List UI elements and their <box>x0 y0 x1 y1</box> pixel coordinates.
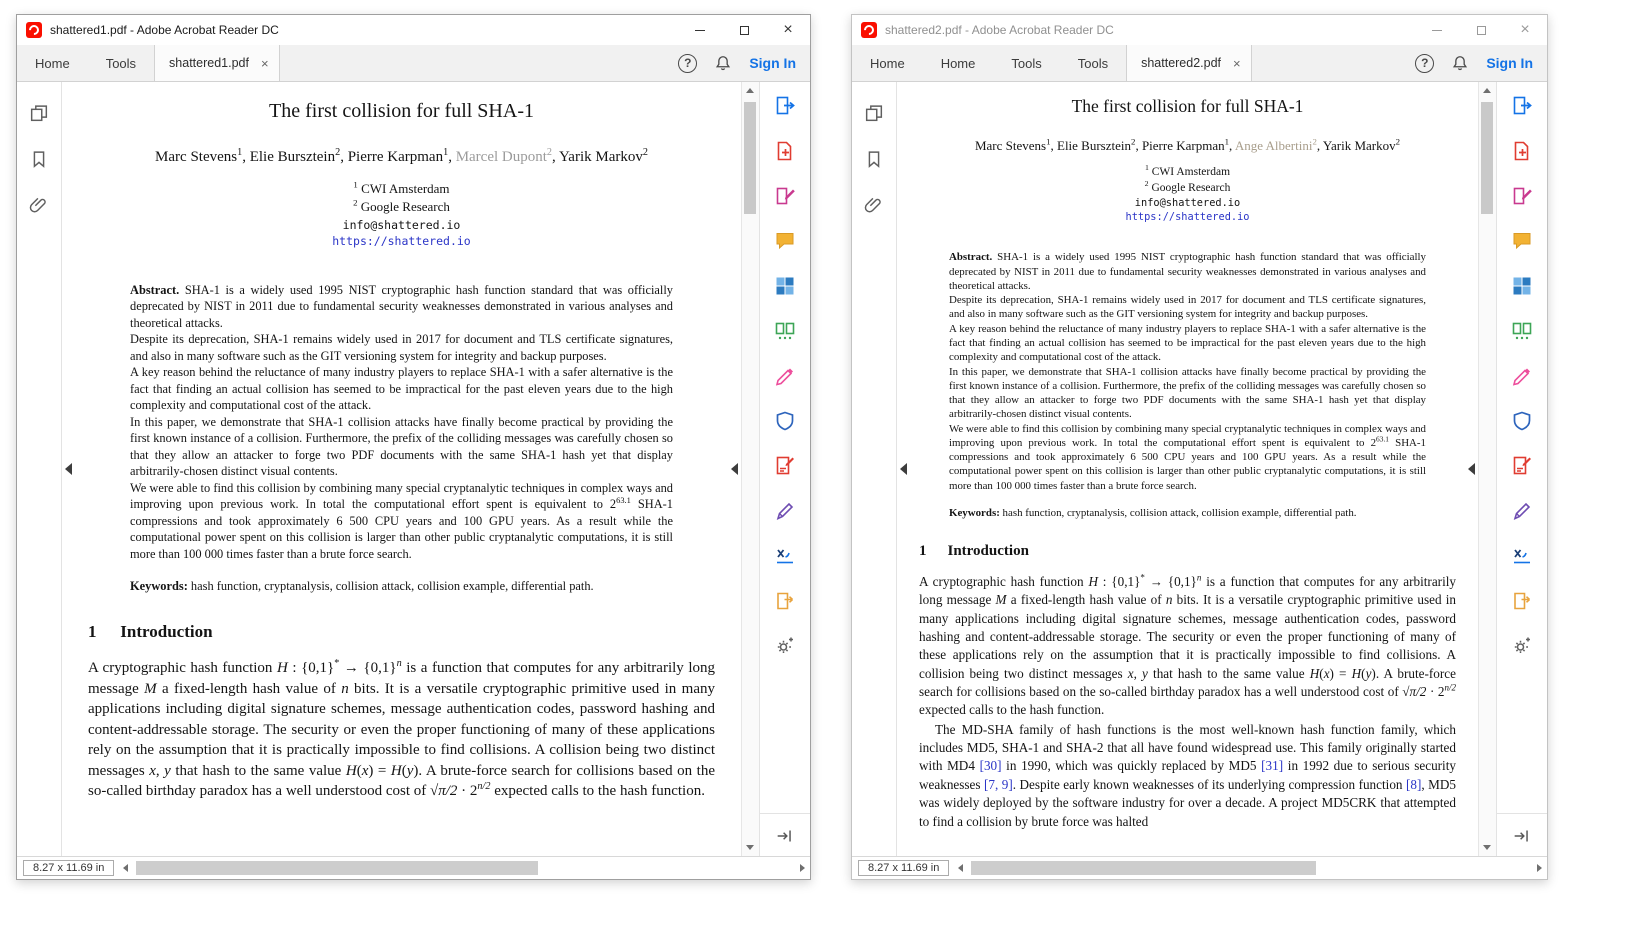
tab-tools-2[interactable]: Tools <box>1077 55 1109 71</box>
send-for-signature-icon[interactable] <box>1508 542 1536 570</box>
acrobat-app-icon <box>26 22 42 38</box>
send-for-signature-icon[interactable] <box>771 542 799 570</box>
create-pdf-icon[interactable] <box>771 137 799 165</box>
abstract-paragraph-4: In this paper, we demonstrate that SHA-1 collision attacks have finally become practical by providing the first known instance of a collision. Furthermore, the prefix of the colliding messages was carefully chosen so that they allow an attacker to forge two PDF documents with the same SHA-1 hash yet that display arbitrarily-chosen distinct visual contents. <box>949 365 1426 421</box>
abstract-paragraph-5: We were able to find this collision by combining many special cryptanalytic techniques in complex ways and improving upon previous work. In total the computational effort spent is equivalent to $2^{63.1}$ SHA-1 compressions and took approximately 6 500 CPU years and 100 GPU years. As a result while the computational power spent on this collision is larger than other public cryptanalytic computations, it is still more than 100 000 times faster than a brute force search. <box>949 422 1426 492</box>
expand-tools-pane-icon[interactable] <box>771 822 799 850</box>
maximize-icon <box>1477 26 1486 35</box>
bookmarks-icon[interactable] <box>863 148 885 170</box>
intro-paragraph-1: A cryptographic hash function H : $\{0,1\}^* \to \{0,1\}^n$ is a function that computes for any arbitrarily long message M a fixed-length hash value of n bits. It is a versatile cryptographic primitive used in many applications including digital signature schemes, message authentication codes, password hashing and content-addressable storage. The security or even the proper functioning of many of these applications rely on the assumption that it is practically impossible to find collisions. A collision being two distinct messages x, y that hash to the same value H(x) = H(y). A brute-force search for collisions based on the so-called birthday paradox has a well understood cost of $√\pi/2 \cdot 2^{n/2}$ expected calls to the hash function. <box>919 572 1457 718</box>
horizontal-scrollbar[interactable] <box>118 857 810 879</box>
protect-icon[interactable] <box>1508 407 1536 435</box>
acrobat-window-shattered1 <box>16 14 811 880</box>
main-area <box>852 82 1547 856</box>
expand-tools-pane-icon[interactable] <box>1508 822 1536 850</box>
tab-tools[interactable]: Tools <box>105 55 137 71</box>
tab-home[interactable]: Home <box>870 55 905 71</box>
scroll-down-icon[interactable] <box>746 845 754 850</box>
document-area[interactable] <box>897 82 1478 856</box>
paper-affiliations <box>88 180 715 250</box>
affiliation-2: $^2$ Google Research <box>1144 178 1231 194</box>
tools-rail-footer <box>1497 813 1547 856</box>
redact-icon[interactable] <box>771 452 799 480</box>
comment-icon[interactable] <box>1508 227 1536 255</box>
section-heading-introduction: 1 Introduction <box>919 543 1029 560</box>
navigation-rail <box>17 82 62 856</box>
keywords-line: Keywords: hash function, cryptanalysis, collision attack, collision example, differential path. <box>130 579 594 594</box>
navigation-rail <box>852 82 897 856</box>
vertical-scroll-thumb[interactable] <box>744 102 756 214</box>
highlight-icon[interactable] <box>771 362 799 390</box>
pdf-page <box>897 82 1478 831</box>
paper-title: The first collision for full SHA-1 <box>269 100 534 122</box>
abstract-paragraph-1: Abstract. SHA-1 is a widely used 1995 NIST cryptographic hash function standard that was officially deprecated by NIST in 2011 due to fundamental security weaknesses demonstrated in various analyses and theoretical attacks. <box>130 282 673 330</box>
affiliation-2: $^2$ Google Research <box>353 198 450 215</box>
pdf-page <box>62 82 741 802</box>
close-icon: × <box>783 21 793 38</box>
scroll-down-icon[interactable] <box>1483 845 1491 850</box>
main-area <box>17 82 810 856</box>
window-controls <box>678 15 810 45</box>
paper-url-link[interactable]: https://shattered.io <box>1125 211 1250 224</box>
vertical-scrollbar[interactable] <box>741 82 759 856</box>
paper-authors: Marc Stevens$^1$, Elie Bursztein$^2$, Pierre Karpman$^1$, Ange Albertini$^2$, Yarik Markov$^2$ <box>974 136 1401 153</box>
status-bar <box>17 856 810 879</box>
tab-bar-spacer <box>280 45 679 81</box>
status-bar <box>852 856 1547 879</box>
scroll-right-icon[interactable] <box>800 864 805 872</box>
sign-in-button[interactable]: Sign In <box>1486 55 1533 71</box>
horizontal-scroll-thumb[interactable] <box>971 861 1315 875</box>
contact-email: info@shattered.io <box>1134 197 1241 210</box>
more-tools-icon[interactable] <box>771 632 799 660</box>
window-title: shattered2.pdf - Adobe Acrobat Reader DC <box>885 23 1114 37</box>
acrobat-window-shattered2 <box>851 14 1548 880</box>
abstract <box>130 282 673 563</box>
tools-rail <box>759 82 810 856</box>
sign-in-button[interactable]: Sign In <box>749 55 796 71</box>
redact-icon[interactable] <box>1508 452 1536 480</box>
abstract-paragraph-1: Abstract. SHA-1 is a widely used 1995 NIST cryptographic hash function standard that was officially deprecated by NIST in 2011 due to fundamental security weaknesses demonstrated in various analyses and theoretical attacks. <box>949 251 1426 292</box>
keywords-line: Keywords: hash function, cryptanalysis, collision attack, collision example, differential path. <box>949 507 1357 520</box>
tab-bar <box>852 45 1547 82</box>
horizontal-scroll-thumb[interactable] <box>136 861 537 875</box>
intro-paragraph-2: The MD-SHA family of hash functions is the most well-known hash function family, which includes MD5, SHA-1 and SHA-2 that all have found widespread use. This family originally started with MD4 [30] in 1990, which was quickly replaced by MD5 [31] in 1992 due to serious security weaknesses [7, 9]. Despite early known weaknesses of its underlying compression function [8], MD5 was widely deployed by the software industry for over a decade. A project MD5CRK that attempted to find a collision by brute force was halted <box>919 721 1457 829</box>
organize-pages-icon[interactable] <box>771 317 799 345</box>
tab-home[interactable]: Home <box>35 55 70 71</box>
scroll-up-icon[interactable] <box>1483 88 1491 93</box>
abstract-paragraph-5: We were able to find this collision by combining many special cryptanalytic techniques in complex ways and improving upon previous work. In total the computational effort spent is equivalent to $2^{63.1}$ SHA-1 compressions and took approximately 6 500 CPU years and 100 GPU years. As a result while the computational power spent on this collision is larger than other public cryptanalytic computations, it is still more than 100 000 times faster than a brute force search. <box>130 480 673 561</box>
acrobat-app-icon <box>861 22 877 38</box>
document-tab[interactable] <box>154 45 280 81</box>
close-icon: × <box>1520 21 1530 38</box>
abstract-paragraph-3: A key reason behind the reluctance of many industry players to replace SHA-1 with a safer alternative is the fact that finding an actual collision has seemed to be impractical for the past eleven years due to the high complexity and computational cost of the attack. <box>130 365 673 413</box>
minimize-button[interactable] <box>1415 15 1459 45</box>
export-pdf-icon[interactable] <box>1508 92 1536 120</box>
edit-pdf-icon[interactable] <box>1508 182 1536 210</box>
maximize-icon <box>740 26 749 35</box>
attachments-icon[interactable] <box>28 194 50 216</box>
export-pdf-icon[interactable] <box>771 92 799 120</box>
page-size-indicator: 8.27 x 11.69 in <box>858 860 949 876</box>
tools-rail <box>1496 82 1547 856</box>
edit-pdf-icon[interactable] <box>771 182 799 210</box>
title-bar[interactable] <box>17 15 810 45</box>
comment-icon[interactable] <box>771 227 799 255</box>
page-thumbnails-icon[interactable] <box>28 102 50 124</box>
tab-home-2[interactable]: Home <box>940 55 976 71</box>
affiliation-1: $^1$ CWI Amsterdam <box>1144 163 1231 178</box>
organize-pages-icon[interactable] <box>1508 317 1536 345</box>
maximize-button[interactable] <box>722 15 766 45</box>
tab-close-icon[interactable]: × <box>260 55 269 71</box>
collapse-nav-pane-icon[interactable] <box>65 463 72 475</box>
minimize-button[interactable] <box>678 15 722 45</box>
fill-sign-icon[interactable] <box>771 497 799 525</box>
abstract-paragraph-4: In this paper, we demonstrate that SHA-1 collision attacks have finally become practical by providing the first known instance of a collision. Furthermore, the prefix of the colliding messages was carefully chosen so that they allow an attacker to forge two PDF documents with the same SHA-1 hash yet that display arbitrarily-chosen distinct visual contents. <box>130 414 673 479</box>
tab-bar-spacer <box>1252 45 1416 81</box>
document-area[interactable] <box>62 82 741 856</box>
abstract <box>949 250 1426 493</box>
paper-title: The first collision for full SHA-1 <box>1071 96 1304 116</box>
paper-authors: Marc Stevens$^1$, Elie Bursztein$^2$, Pierre Karpman$^1$, Marcel Dupont$^2$, Yarik Markov$^2$ <box>155 147 648 165</box>
tab-close-icon[interactable]: × <box>1233 55 1241 71</box>
abstract-paragraph-2: Despite its deprecation, SHA-1 remains widely used in 2017 for document and TLS certificate signatures, and also in many software such as the GIT versioning system for integrity and backup purposes. <box>949 294 1426 321</box>
collapse-tools-pane-icon[interactable] <box>731 463 738 475</box>
tools-rail-footer <box>760 813 810 856</box>
title-bar[interactable] <box>852 15 1547 45</box>
more-tools-icon[interactable] <box>1508 632 1536 660</box>
page-size-indicator: 8.27 x 11.69 in <box>23 860 114 876</box>
protect-icon[interactable] <box>771 407 799 435</box>
combine-files-icon[interactable] <box>1508 272 1536 300</box>
paper-affiliations <box>919 165 1456 224</box>
document-tab[interactable] <box>1126 45 1252 81</box>
paper-url-link[interactable]: https://shattered.io <box>332 234 471 249</box>
page-thumbnails-icon[interactable] <box>863 102 885 124</box>
abstract-paragraph-2: Despite its deprecation, SHA-1 remains widely used in 2017 for document and TLS certificate signatures, and also in many software such as the GIT versioning system for integrity and backup purposes. <box>130 332 673 363</box>
intro-paragraph-1: A cryptographic hash function H : $\{0,1\}^* \to \{0,1\}^n$ is a function that computes for any arbitrarily long message M a fixed-length hash value of n bits. It is a versatile cryptographic primitive used in many applications including digital signature schemes, message authentication codes, password hashing and content-addressable storage. The security or even the proper functioning of many of these applications rely on the assumption that it is practically impossible to find collisions. A collision being two distinct messages x, y that hash to the same value H(x) = H(y). A brute-force search for collisions based on the so-called birthday paradox has a well understood cost of $√\pi/2 \cdot 2^{n/2}$ expected calls to the hash function. <box>88 658 715 800</box>
tab-tools[interactable]: Tools <box>1011 55 1042 71</box>
affiliation-1: $^1$ CWI Amsterdam <box>353 179 450 196</box>
minimize-icon <box>695 30 705 31</box>
close-button[interactable] <box>766 15 810 45</box>
highlight-icon[interactable] <box>1508 362 1536 390</box>
collapse-tools-pane-icon[interactable] <box>1468 463 1475 475</box>
scroll-left-icon[interactable] <box>123 864 128 872</box>
notifications-bell-icon[interactable] <box>713 53 733 73</box>
window-controls <box>1415 15 1547 45</box>
create-pdf-icon[interactable] <box>1508 137 1536 165</box>
attachments-icon[interactable] <box>863 194 885 216</box>
section-heading-introduction: 1 Introduction <box>88 622 213 642</box>
help-icon[interactable]: ? <box>1415 54 1434 73</box>
minimize-icon <box>1432 30 1442 31</box>
vertical-scrollbar[interactable] <box>1478 82 1496 856</box>
collapse-nav-pane-icon[interactable] <box>900 463 907 475</box>
document-tab-label: shattered1.pdf <box>169 56 249 70</box>
abstract-paragraph-3: A key reason behind the reluctance of many industry players to replace SHA-1 with a safer alternative is the fact that finding an actual collision has seemed to be impractical for the past eleven years due to the high complexity and computational cost of the attack. <box>949 322 1426 364</box>
contact-email: info@shattered.io <box>342 217 461 232</box>
share-icon[interactable] <box>771 587 799 615</box>
horizontal-scrollbar[interactable] <box>953 857 1547 879</box>
fill-sign-icon[interactable] <box>1508 497 1536 525</box>
vertical-scroll-thumb[interactable] <box>1481 102 1493 214</box>
document-tab-label: shattered2.pdf <box>1141 56 1222 70</box>
close-button[interactable] <box>1503 15 1547 45</box>
window-title: shattered1.pdf - Adobe Acrobat Reader DC <box>50 23 279 37</box>
combine-files-icon[interactable] <box>771 272 799 300</box>
share-icon[interactable] <box>1508 587 1536 615</box>
help-icon[interactable]: ? <box>678 54 697 73</box>
tab-bar <box>17 45 810 82</box>
notifications-bell-icon[interactable] <box>1450 53 1470 73</box>
bookmarks-icon[interactable] <box>28 148 50 170</box>
scroll-up-icon[interactable] <box>746 88 754 93</box>
scroll-left-icon[interactable] <box>958 864 963 872</box>
scroll-right-icon[interactable] <box>1537 864 1542 872</box>
maximize-button[interactable] <box>1459 15 1503 45</box>
